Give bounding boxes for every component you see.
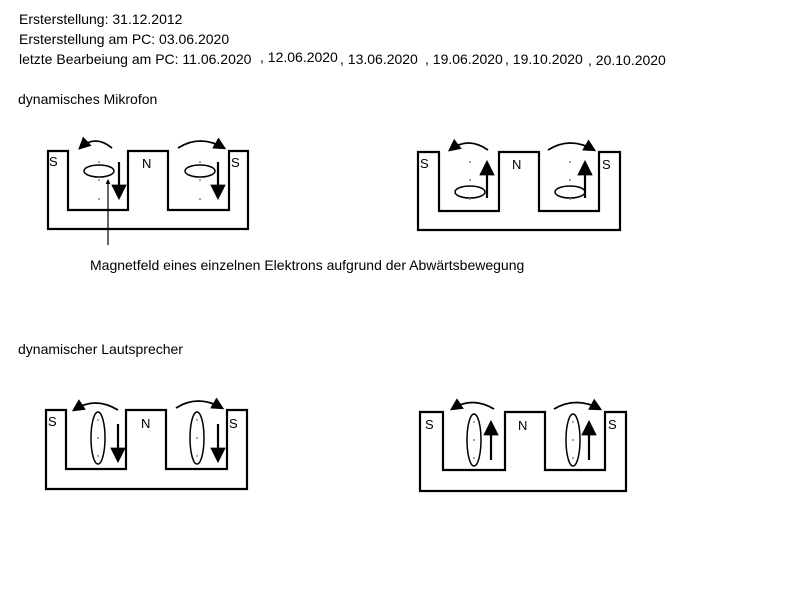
south-pole-label: S — [420, 156, 429, 171]
speaker-diagram-right — [420, 403, 626, 492]
north-pole-label: N — [141, 416, 151, 431]
field-arrow-left — [450, 143, 488, 150]
south-pole-label: S — [48, 414, 57, 429]
edit-date-4: , 19.06.2020 — [425, 51, 503, 67]
south-pole-label: S — [229, 416, 238, 431]
electron-field-loop — [185, 165, 215, 177]
electron-field-loop — [84, 165, 114, 177]
north-pole-label: N — [518, 418, 528, 433]
electron-field-loop — [455, 186, 485, 198]
north-pole-label: N — [512, 157, 522, 172]
edit-date-6: , 20.10.2020 — [588, 52, 666, 68]
pc-creation-date-text: Ersterstellung am PC: 03.06.2020 — [19, 31, 230, 47]
speaker-diagram-left — [46, 401, 247, 489]
field-arrow-right — [554, 403, 600, 410]
callout-label: Magnetfeld eines einzelnen Elektrons aufgrund der Abwärtsbewegung — [90, 257, 525, 273]
section-title-speaker: dynamischer Lautsprecher — [18, 341, 183, 357]
south-pole-label: S — [231, 155, 240, 170]
section-title-microphone: dynamisches Mikrofon — [18, 91, 158, 107]
south-pole-label: S — [425, 417, 434, 432]
field-arrow-right — [178, 141, 224, 148]
field-arrow-left — [80, 141, 112, 148]
creation-date-text: Ersterstellung: 31.12.2012 — [19, 11, 183, 27]
south-pole-label: S — [602, 157, 611, 172]
south-pole-label: S — [608, 417, 617, 432]
edit-date-3: , 13.06.2020 — [340, 51, 418, 67]
field-arrow-right — [176, 401, 222, 408]
last-edit-prefix-text: letzte Bearbeiung am PC: 11.06.2020 — [19, 51, 252, 67]
south-pole-label: S — [49, 154, 58, 169]
electron-field-loop — [555, 186, 585, 198]
field-arrow-right — [548, 143, 594, 150]
north-pole-label: N — [142, 156, 152, 171]
edit-date-2: , 12.06.2020 — [260, 49, 338, 65]
field-arrow-left — [74, 403, 118, 410]
field-arrow-left — [452, 403, 494, 410]
edit-date-5: , 19.10.2020 — [505, 51, 583, 67]
